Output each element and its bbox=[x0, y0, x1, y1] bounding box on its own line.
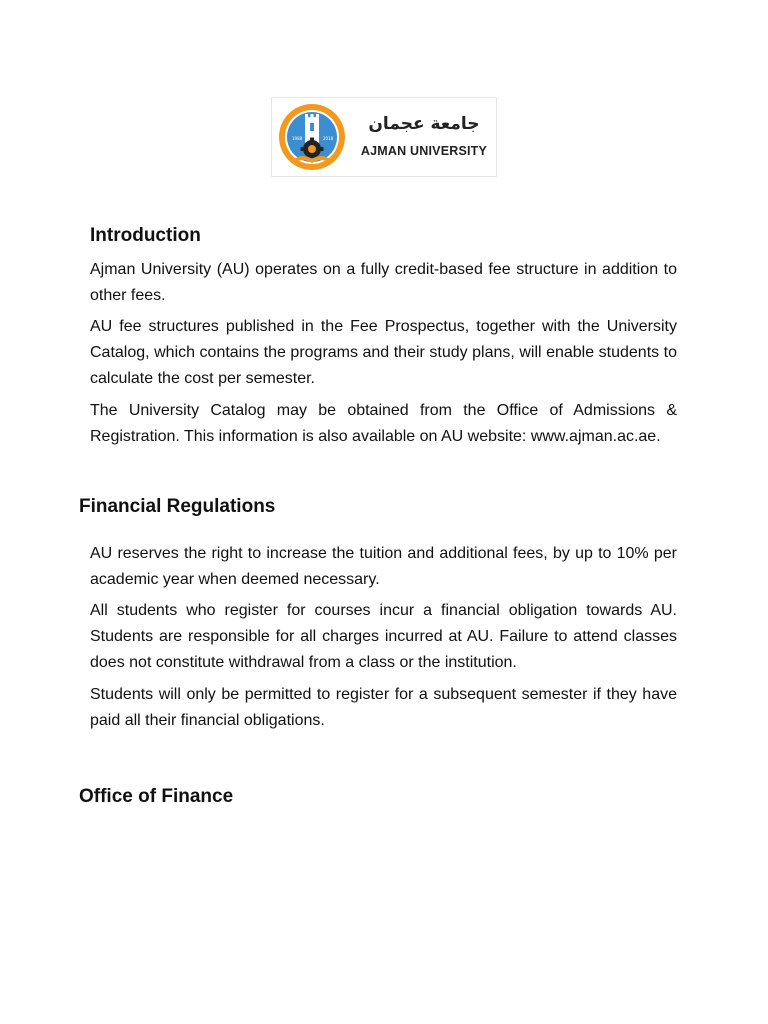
financial-paragraph-1: AU reserves the right to increase the tuition and additional fees, by up to 10% per academic year when deemed necessary. bbox=[90, 545, 677, 588]
intro-paragraph-2: AU fee structures published in the Fee Prospectus, together with the University Catalog, which contains the programs and their study plans, will enable students to calculate the cost per semester. bbox=[90, 318, 677, 387]
university-logo bbox=[271, 97, 497, 177]
intro-paragraph-1: Ajman University (AU) operates on a fully credit-based fee structure in addition to other fees. bbox=[90, 261, 677, 304]
introduction-heading: Introduction bbox=[90, 225, 201, 246]
intro-paragraph-3: The University Catalog may be obtained from the Office of Admissions & Registration. This information is also available on AU website: www.ajman.ac.ae. bbox=[90, 402, 677, 445]
financial-paragraph-2: All students who register for courses incur a financial obligation towards AU. Students are responsible for all charges incurred at AU. Failure to attend classes does not constitute withdrawal from a class or the institution. bbox=[90, 602, 677, 671]
logo-english-name: AJMAN UNIVERSITY bbox=[360, 144, 488, 158]
logo-arabic-name: جامعة عجمان bbox=[368, 114, 480, 134]
svg-text:1988: 1988 bbox=[292, 136, 303, 141]
financial-regulations-heading: Financial Regulations bbox=[79, 496, 276, 517]
office-of-finance-heading: Office of Finance bbox=[79, 786, 234, 807]
svg-text:2018: 2018 bbox=[323, 136, 334, 141]
financial-paragraph-3: Students will only be permitted to register for a subsequent semester if they have paid all their financial obligations. bbox=[90, 686, 677, 729]
university-emblem-icon bbox=[278, 103, 346, 171]
